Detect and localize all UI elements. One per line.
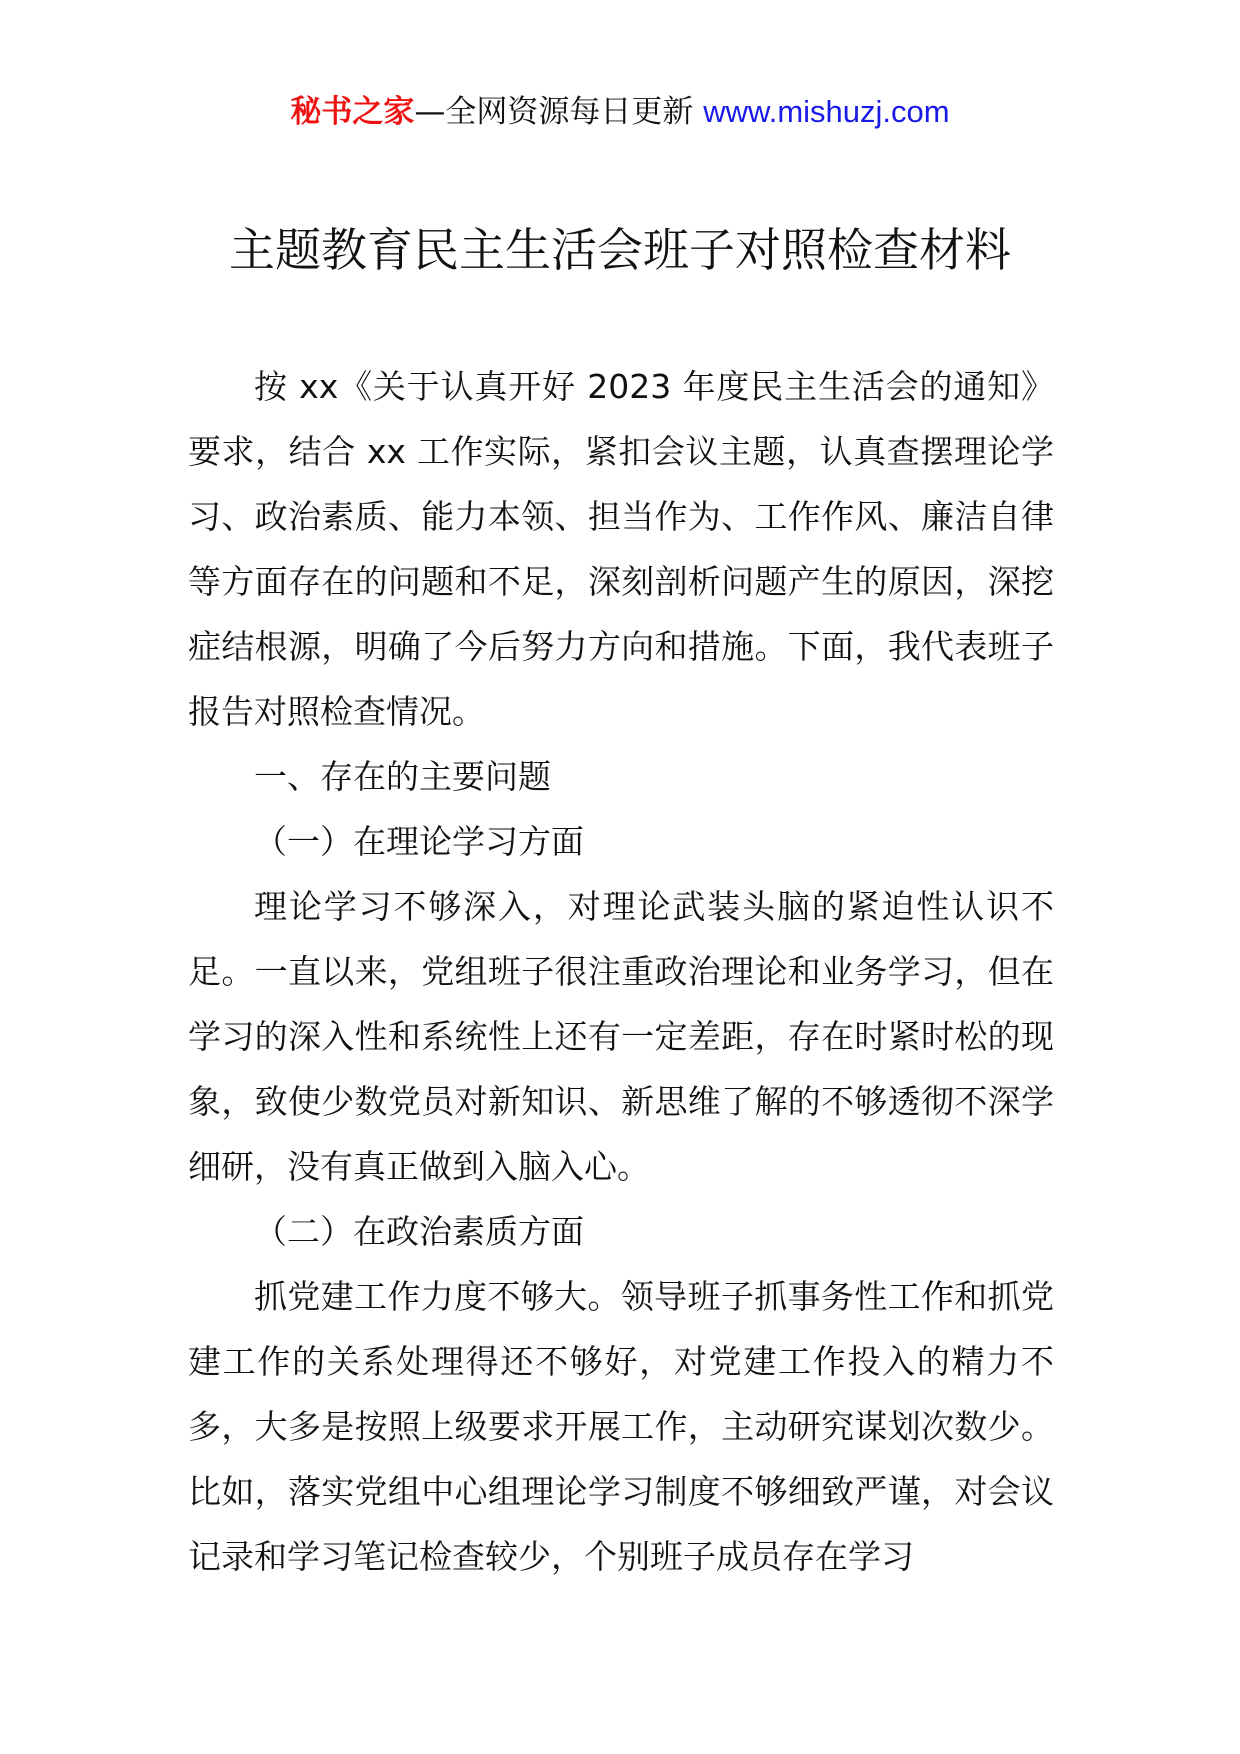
site-tagline: —全网资源每日更新 xyxy=(414,94,704,130)
site-header xyxy=(0,92,1240,132)
section-heading-main-problems: 一、存在的主要问题 xyxy=(254,757,551,796)
site-brand: 秘书之家 xyxy=(290,94,415,130)
subsection-heading-theory-study: （一）在理论学习方面 xyxy=(254,822,584,861)
theory-study-paragraph: 理论学习不够深入，对理论武装头脑的紧迫性认识不足。一直以来，党组班子很注重政治理论和业务学习，但在学习的深入性和系统性上还有一定差距，存在时紧时松的现象，致使少数党员对新知识、新思维了解的不够透彻不深学细研，没有真正做到入脑入心。 xyxy=(188,887,1054,1186)
political-quality-paragraph: 抓党建工作力度不够大。领导班子抓事务性工作和抓党建工作的关系处理得还不够好，对党建工作投入的精力不多，大多是按照上级要求开展工作，主动研究谋划次数少。比如，落实党组中心组理论学习制度不够细致严谨，对会议记录和学习笔记检查较少，个别班子成员存在学习 xyxy=(188,1277,1054,1576)
document-body xyxy=(188,354,1054,1589)
site-url-link[interactable]: www.mishuzj.com xyxy=(703,94,950,129)
document-title: 主题教育民主生活会班子对照检查材料 xyxy=(229,223,1011,277)
intro-paragraph: 按 xx《关于认真开好 2023 年度民主生活会的通知》要求，结合 xx 工作实际，紧扣会议主题，认真查摆理论学习、政治素质、能力本领、担当作为、工作作风、廉洁自律等方面存在的问题和不足，深刻剖析问题产生的原因，深挖症结根源，明确了今后努力方向和措施。下面，我代表班子报告对照检查情况。 xyxy=(188,367,1054,731)
subsection-heading-political-quality: （二）在政治素质方面 xyxy=(254,1212,584,1251)
